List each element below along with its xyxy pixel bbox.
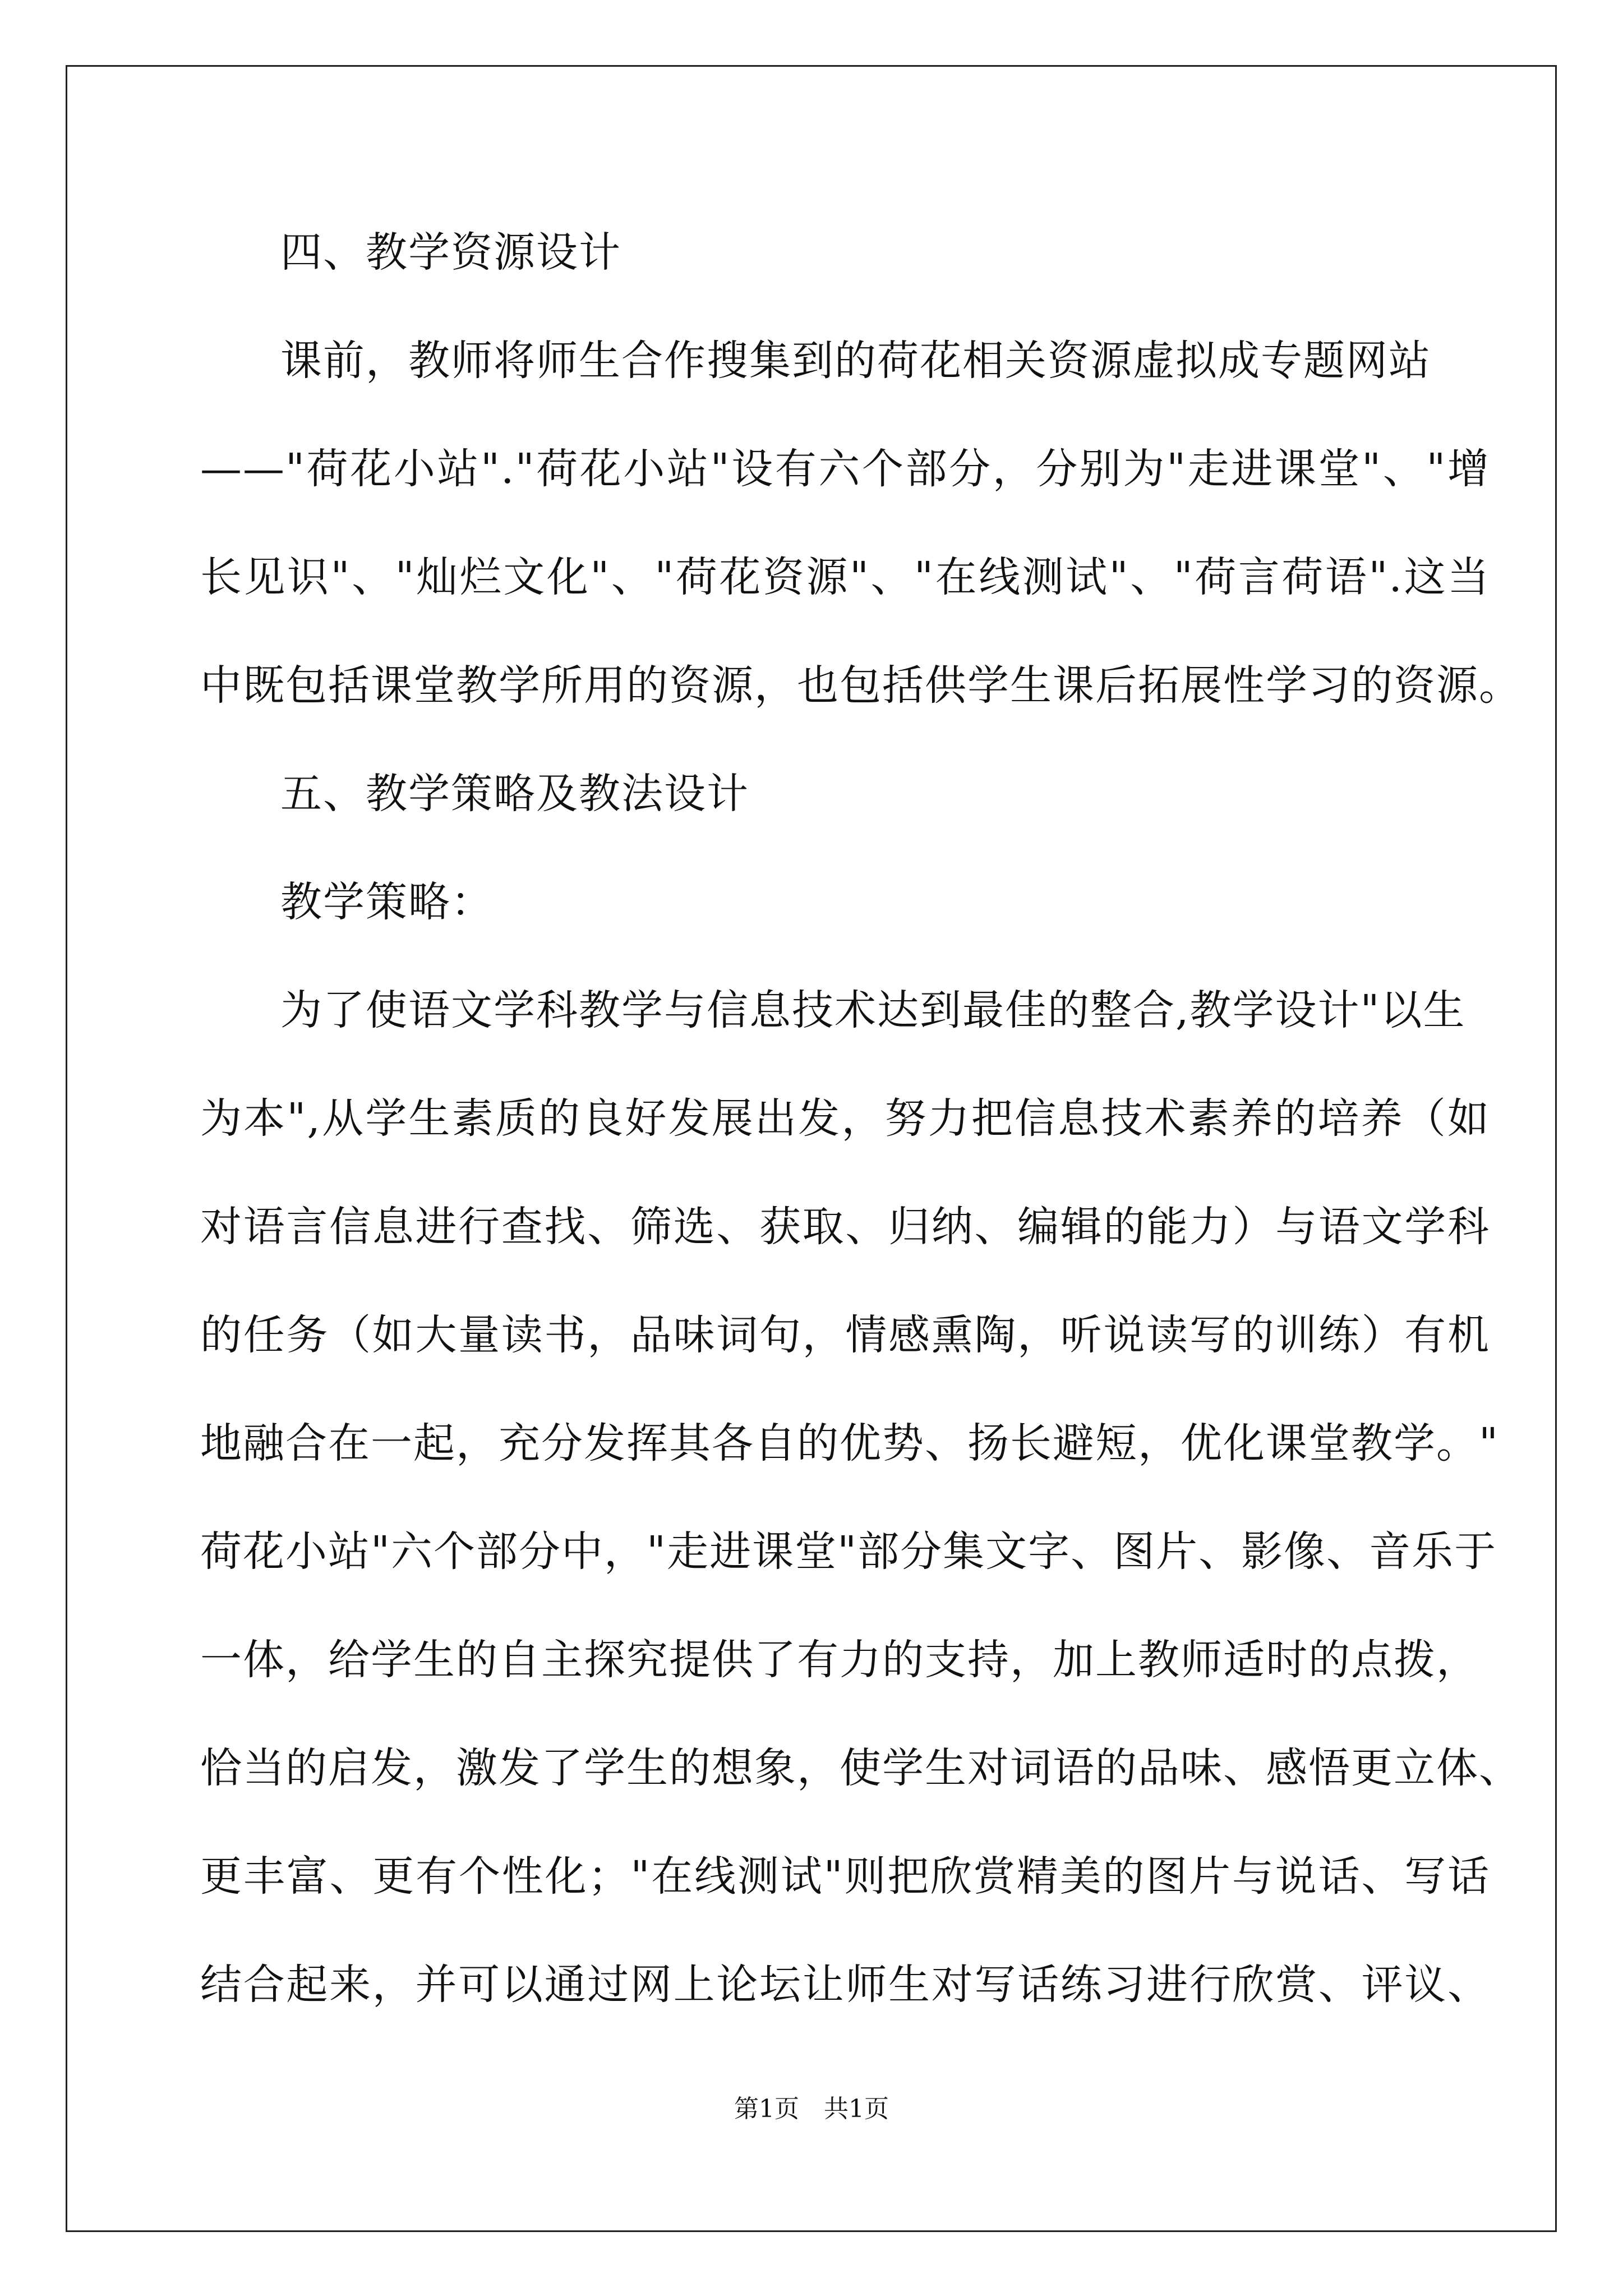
paragraph-line: 长见识"、"灿烂文化"、"荷花资源"、"在线测试"、"荷言荷语".这当 bbox=[200, 553, 1490, 601]
paragraph-line: 荷花小站"六个部分中，"走进课堂"部分集文字、图片、影像、音乐于 bbox=[200, 1527, 1497, 1576]
paragraph-line: 为本",从学生素质的良好发展出发，努力把信息技术素养的培养（如 bbox=[200, 1094, 1490, 1143]
section-heading-resources: 四、教学资源设计 bbox=[280, 228, 621, 277]
paragraph-line: 课前，教师将师生合作搜集到的荷花相关资源虚拟成专题网站 bbox=[280, 337, 1431, 385]
paragraph-line: 一体，给学生的自主探究提供了有力的支持，加上教师适时的点拨， bbox=[200, 1636, 1479, 1684]
strategy-label: 教学策略： bbox=[280, 878, 494, 926]
paragraph-line: 结合起来，并可以通过网上论坛让师生对写话练习进行欣赏、评议、 bbox=[200, 1961, 1490, 2009]
paragraph-line: 恰当的启发，激发了学生的想象，使学生对词语的品味、感悟更立体、 bbox=[200, 1744, 1521, 1792]
page-number: 第1页 共1页 bbox=[734, 2095, 889, 2123]
paragraph-line: ——"荷花小站"."荷花小站"设有六个部分，分别为"走进课堂"、"增 bbox=[200, 445, 1490, 493]
paragraph-line: 地融合在一起，充分发挥其各自的优势、扬长避短，优化课堂教学。" bbox=[200, 1419, 1500, 1467]
section-heading-strategy: 五、教学策略及教法设计 bbox=[280, 770, 749, 818]
paragraph-line: 中既包括课堂教学所用的资源，也包括供学生课后拓展性学习的资源。 bbox=[200, 661, 1521, 710]
paragraph-line: 对语言信息进行查找、筛选、获取、归纳、编辑的能力）与语文学科 bbox=[200, 1203, 1490, 1251]
paragraph-line: 的任务（如大量读书，品味词句，情感熏陶，听说读写的训练）有机 bbox=[200, 1311, 1490, 1359]
paragraph-line: 为了使语文学科教学与信息技术达到最佳的整合,教学设计"以生 bbox=[280, 986, 1466, 1034]
paragraph-line: 更丰富、更有个性化；"在线测试"则把欣赏精美的图片与说话、写话 bbox=[200, 1852, 1490, 1901]
page-border bbox=[66, 65, 1557, 2232]
